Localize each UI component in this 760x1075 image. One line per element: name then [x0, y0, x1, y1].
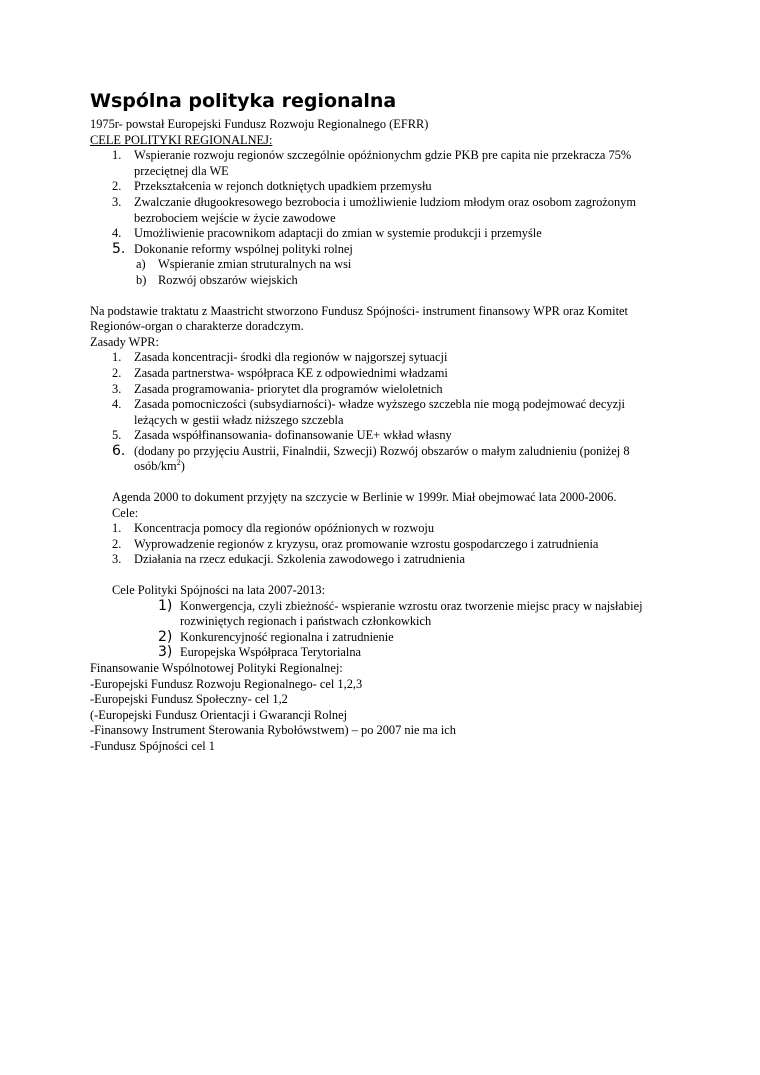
list-item: 1. Wspieranie rozwoju regionów szczególnie opóźnionychm gdzie PKB pre capita nie przekracza 75% przeciętnej dla WE [112, 148, 632, 178]
list-item: 1. Zasada koncentracji- środki dla regionów w najgorszej sytuacji [112, 350, 448, 365]
financing-line: -Europejski Fundusz Rozwoju Regionalnego- cel 1,2,3 [90, 676, 363, 691]
list-item: 3. Działania na rzecz edukacji. Szkolenia zawodowego i zatrudnienia [112, 552, 465, 567]
goals-heading: CELE POLITYKI REGIONALNEJ: [90, 132, 273, 147]
list-item: 4. Umożliwienie pracownikom adaptacji do zmian w systemie produkcji i przemyśle [112, 226, 542, 241]
sub-list-item: b) Rozwój obszarów wiejskich [136, 272, 298, 287]
list-item: 2. Wyprowadzenie regionów z kryzysu, oraz promowanie wzrostu gospodarczego i zatrudnienia [112, 536, 599, 551]
principles-heading: Zasady WPR: [90, 334, 159, 349]
agenda-goals-list [90, 521, 670, 568]
list-item: 2. Zasada partnerstwa- współpraca KE z odpowiednimi władzami [112, 365, 448, 380]
cohesion-heading: Cele Polityki Spójności na lata 2007-2013: [112, 583, 326, 598]
financing-line: -Europejski Fundusz Społeczny- cel 1,2 [90, 692, 288, 707]
list-item: 3. Zwalczanie długookresowego bezrobocia i umożliwienie ludziom młodym oraz osobom zagrożonym bezrobociem wejście w życie zawodowe [112, 194, 637, 225]
list-item: 1) Konwergencja, czyli zbieżność- wspieranie wzrostu oraz tworzenie miejsc pracy w najsłabiej rozwiniętych regionach i państwach członkowkich [158, 597, 643, 629]
principles-list [90, 350, 670, 475]
intro-line: 1975r- powstał Europejski Fundusz Rozwoju Regionalnego (EFRR) [90, 117, 429, 131]
financing-line: -Finansowy Instrument Sterowania Rybołówstwem) – po 2007 nie ma ich [90, 723, 457, 738]
list-item: 4. Zasada pomocniczości (subsydiarności)- władze wyższego szczebla nie mogą podejmować decyzji leżących w gestii władz niższego szczebla [112, 397, 625, 427]
sub-list-item: a) Wspieranie zmian struturalnych na wsi [136, 257, 352, 272]
spacer [90, 289, 670, 304]
page-title: Wspólna polityka regionalna [90, 90, 397, 112]
list-item: 5. Zasada współfinansowania- dofinansowanie UE+ wkład własny [112, 428, 452, 443]
document-body [90, 89, 670, 755]
list-item: 3. Zasada programowania- priorytet dla programów wieloletnich [112, 381, 443, 396]
list-item: 2. Przekształcenia w rejonch dotkniętych upadkiem przemysłu [112, 179, 432, 194]
spacer [90, 568, 670, 583]
list-item: 5. Dokonanie reformy wspólnej polityki rolnej [112, 240, 353, 257]
maastricht-paragraph: Na podstawie traktatu z Maastricht stworzono Fundusz Spójności- instrument finansowy WPR oraz Komitet Regionów-organ o charakterze doradczym. [90, 303, 628, 334]
list-item: 6. (dodany po przyjęciu Austrii, Finalndii, Szwecji) Rozwój obszarów o małym zaludnieniu (poniżej 8 osób/$km^2$) [112, 442, 630, 474]
goals-list [90, 148, 670, 288]
cohesion-goals-list [90, 599, 670, 661]
agenda-paragraph: Agenda 2000 to dokument przyjęty na szczycie w Berlinie w 1999r. Miał obejmować lata 2000-2006. [112, 490, 617, 505]
list-item: 1. Koncentracja pomocy dla regionów opóźnionych w rozwoju [112, 521, 435, 536]
financing-heading: Finansowanie Wspólnotowej Polityki Regionalnej: [90, 661, 343, 675]
financing-line: (-Europejski Fundusz Orientacji i Gwarancji Rolnej [90, 707, 348, 722]
agenda-goals-heading: Cele: [112, 505, 139, 520]
list-item: 2) Konkurencyjność regionalna i zatrudnienie [158, 628, 394, 645]
financing-line: -Fundusz Spójności cel 1 [90, 738, 215, 753]
spacer [90, 475, 670, 490]
list-item: 3) Europejska Współpraca Terytorialna [158, 644, 362, 661]
